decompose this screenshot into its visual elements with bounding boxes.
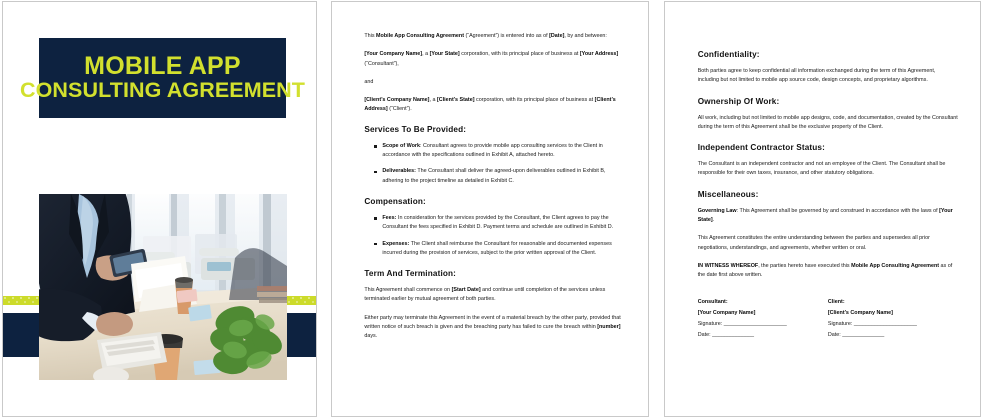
- bullet-label-deliverables: Deliverables:: [382, 168, 416, 175]
- consultant-address-placeholder: [Your Address]: [579, 51, 619, 58]
- bullet-text-expenses: The Client shall reimburse the Consultant for reasonable and documented expenses incurred during the provision of services, subject to the prior written approval of the Client.: [382, 240, 612, 256]
- termination-number-placeholder: [number]: [597, 324, 621, 331]
- consultant-role-label: Consultant:: [697, 298, 728, 305]
- entire-agreement-paragraph: This Agreement constitutes the entire understanding between the parties and supersedes all prior negotiations, understandings, and agreements, whether written or oral.: [697, 235, 930, 251]
- client-role-label: Client:: [827, 298, 845, 305]
- heading-term-and-termination: Term And Termination:: [364, 269, 457, 279]
- governing-law-paragraph: [698, 207, 958, 226]
- bullet-label-scope-of-work: Scope of Work: [382, 142, 420, 149]
- term-paragraph: [364, 286, 621, 305]
- compensation-bullet-list: [364, 214, 621, 258]
- document-page-3-closing[interactable]: [664, 1, 981, 417]
- governing-law-suffix: .: [712, 217, 715, 224]
- confidentiality-paragraph: Both parties agree to keep confidential all information exchanged during the term of this Agreement, including but not limited to mobile app source code, design concepts, and proprietary algorithms.: [697, 68, 936, 84]
- heading-independent-contractor-status: Independent Contractor Status:: [697, 143, 826, 153]
- consultant-company-name: [Your Company Name]: [697, 309, 756, 316]
- intro-agreement-name: Mobile App Consulting Agreement: [376, 33, 464, 39]
- signature-block: [698, 297, 958, 341]
- heading-compensation: Compensation:: [364, 196, 426, 206]
- termination-prefix: Either party may terminate this Agreement in the event of a material breach by the other party, provided that written notice of such breach is given and the breaching party has failed to cure the breach within: [364, 314, 621, 331]
- cover-title-line-1: MOBILE APP: [84, 52, 241, 81]
- contractor-paragraph: The Consultant is an independent contractor and not an employee of the Client. The Consultant shall be responsible for their own taxes, insurance, and other statutory obligations.: [697, 161, 946, 177]
- business-meeting-photo-illustration: [39, 194, 287, 380]
- intro-suffix: , by and between:: [564, 33, 607, 39]
- bullet-text-deliverables: The Consultant shall deliver the agreed-upon deliverables outlined in Exhibit B, adhering to the project timeline as detailed in Exhibit C.: [382, 168, 606, 184]
- consultant-company-placeholder: [Your Company Name]: [364, 51, 423, 58]
- witness-label: IN WITNESS WHEREOF: [697, 262, 759, 269]
- consultant-signature-field[interactable]: Signature: _____________________: [697, 320, 787, 327]
- client-date-field[interactable]: Date: ______________: [827, 331, 885, 338]
- termination-suffix: days.: [364, 333, 378, 340]
- witness-mid: , the parties hereto have executed this: [758, 262, 852, 269]
- term-prefix: This Agreement shall commence on: [364, 287, 452, 294]
- governing-law-state-placeholder: [Your State]: [697, 207, 953, 224]
- witness-suffix: as of the date first above written.: [697, 262, 953, 279]
- intro-mid: (“Agreement”) is entered into as of: [464, 33, 550, 39]
- consultant-paragraph: [364, 50, 621, 69]
- page-2-body: [364, 32, 621, 406]
- heading-miscellaneous: Miscellaneous:: [697, 189, 759, 199]
- list-item: [382, 142, 621, 161]
- witness-agreement-name: Mobile App Consulting Agreement: [851, 262, 940, 269]
- client-state-placeholder: [Client’s State]: [436, 97, 475, 104]
- heading-ownership-of-work: Ownership Of Work:: [697, 96, 780, 106]
- document-page-1-cover[interactable]: [2, 1, 317, 417]
- signature-column-client: [828, 297, 958, 341]
- consultant-mid-2: corporation, with its principal place of business at: [459, 51, 580, 58]
- services-bullet-list: [364, 142, 621, 186]
- signature-column-consultant: [698, 297, 828, 341]
- client-mid-1: , a: [429, 97, 437, 104]
- bullet-text-scope-of-work: : Consultant agrees to provide mobile app consulting services to the Client in accordance with the specifications outlined in Exhibit A, attached hereto.: [382, 142, 603, 159]
- client-paragraph: [364, 96, 621, 115]
- intro-paragraph: [364, 32, 621, 41]
- document-page-2-terms[interactable]: [331, 1, 648, 417]
- heading-services-to-be-provided: Services To Be Provided:: [364, 124, 467, 134]
- consultant-mid-1: , a: [422, 51, 430, 58]
- witness-whereof-paragraph: [698, 262, 958, 281]
- client-address-placeholder: [Client’s Address]: [364, 97, 616, 113]
- cover-title-line-2: CONSULTING AGREEMENT: [19, 78, 306, 103]
- cover-title-block: [19, 38, 306, 118]
- intro-date-placeholder: [Date]: [549, 33, 565, 39]
- consultant-suffix: (“Consultant”),: [364, 60, 399, 67]
- client-company-name: [Client’s Company Name]: [827, 309, 893, 316]
- and-connector: and: [364, 78, 374, 85]
- client-mid-2: corporation, with its principal place of business at: [474, 97, 595, 104]
- term-suffix: and continue until completion of the services unless terminated earlier by mutual agreement of both parties.: [364, 287, 606, 303]
- term-start-date-placeholder: [Start Date]: [451, 287, 481, 294]
- cover-photo-business-meeting: [39, 194, 287, 380]
- governing-law-mid: : This Agreement shall be governed by and construed in accordance with the laws of: [736, 207, 940, 214]
- ownership-paragraph: All work, including but not limited to mobile app designs, code, and documentation, created by the Consultant during the term of this Agreement shall be the exclusive property of the Client.: [697, 114, 958, 130]
- list-item: [382, 167, 621, 186]
- intro-prefix: This: [364, 33, 377, 39]
- bullet-label-expenses: Expenses:: [382, 240, 410, 247]
- governing-law-label: Governing Law: [697, 207, 737, 214]
- heading-confidentiality: Confidentiality:: [697, 50, 760, 59]
- page-3-body: [698, 40, 958, 406]
- consultant-date-field[interactable]: Date: ______________: [697, 331, 755, 338]
- client-signature-field[interactable]: Signature: _____________________: [827, 320, 917, 327]
- client-company-placeholder: [Client’s Company Name]: [364, 97, 430, 104]
- list-item: [382, 240, 621, 259]
- list-item: [382, 214, 621, 233]
- termination-paragraph: [364, 314, 621, 342]
- bullet-label-fees: Fees:: [382, 214, 397, 221]
- consultant-state-placeholder: [Your State]: [429, 51, 460, 58]
- client-suffix: (“Client”).: [387, 106, 412, 113]
- bullet-text-fees: In consideration for the services provided by the Consultant, the Client agrees to pay the Consultant the fees specified in Exhibit D. Payment terms and schedule are outlined in Exhibit D.: [382, 214, 614, 231]
